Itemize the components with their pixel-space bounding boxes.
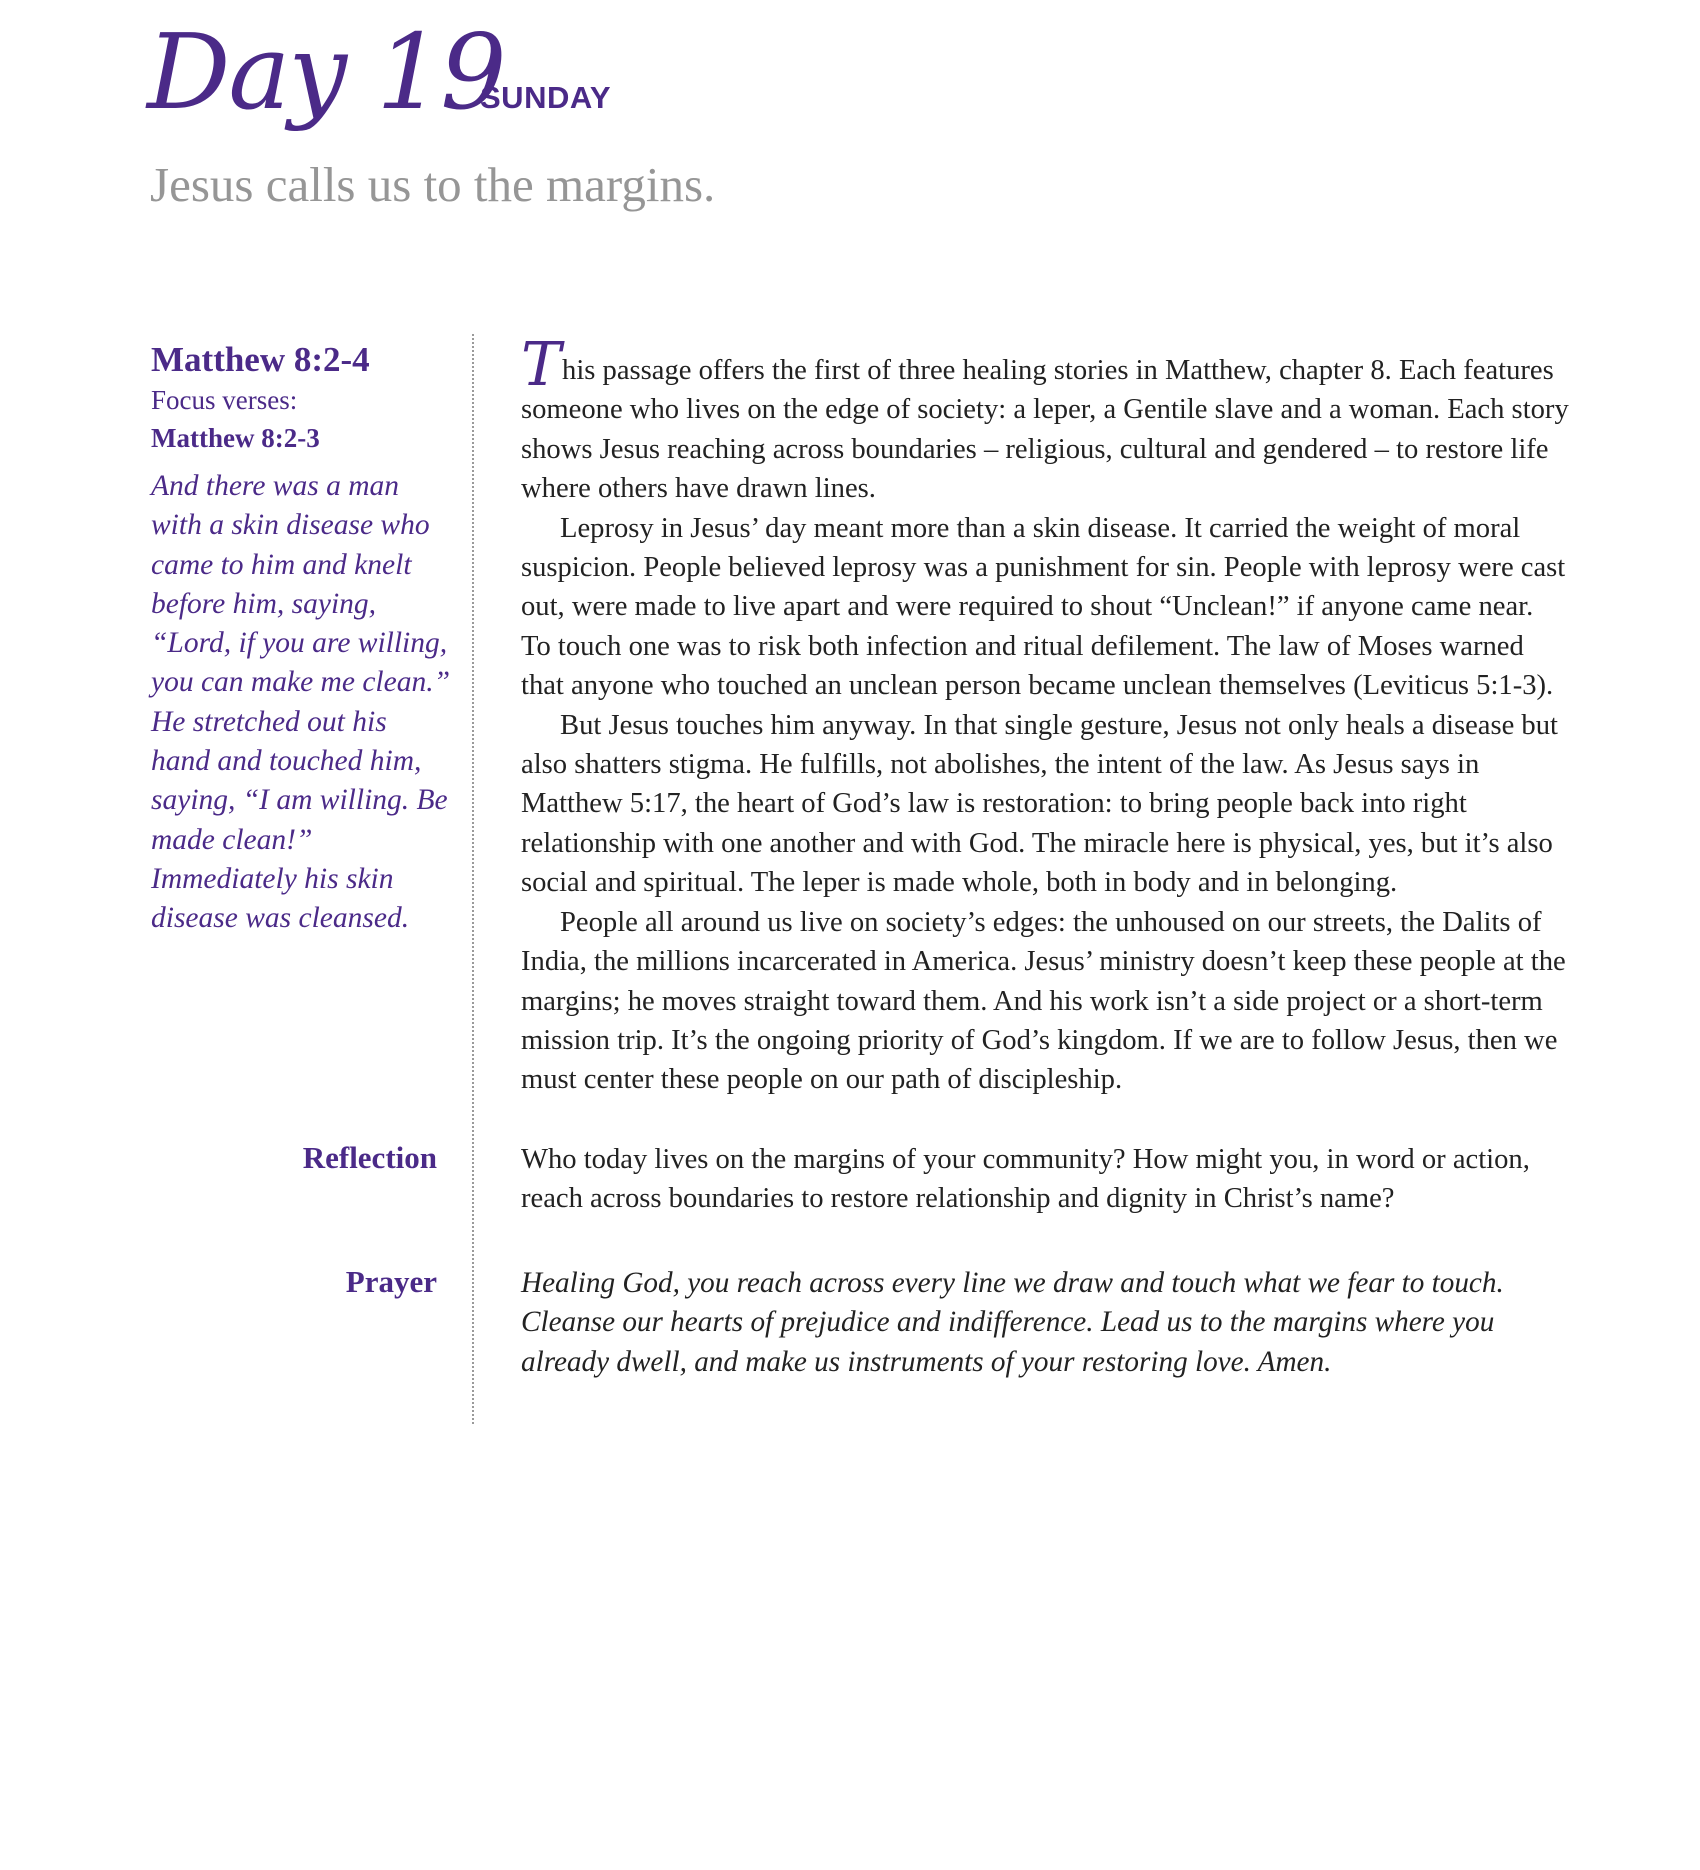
column-divider (472, 334, 474, 1424)
paragraph-1 (521, 330, 1569, 509)
prayer-text: Healing God, you reach across every line we draw and touch what we fear to touch. Cleanse our hearts of prejudice and indifference. Lead us to the margins where you already dwell, and make us instruments of your restoring love. Amen. (521, 1267, 1504, 1378)
paragraph-4: People all around us live on society’s edges: the unhoused on our streets, the Dalits of India, the millions incarcerated in America. Jesus’ ministry doesn’t keep these people at the margins; he moves straight toward them. And his work isn’t a side project or a short-term mission trip. It’s the ongoing priority of God’s kingdom. If we are to follow Jesus, then we must center these people on our path of discipleship. (521, 906, 1566, 1096)
scripture-reference: Matthew 8:2-4 (151, 340, 370, 379)
focus-verses-label: Focus verses: (151, 385, 298, 415)
paragraph-2: Leprosy in Jesus’ day meant more than a skin disease. It carried the weight of moral suspicion. People believed leprosy was a punishment for sin. People with leprosy were cast out, were made to live apart and were required to shout “Unclean!” if anyone came near. To touch one was to risk both infection and ritual defilement. The law of Moses warned that anyone who touched an unclean person became unclean themselves (Leviticus 5:1-3). (521, 512, 1566, 702)
paragraph-3: But Jesus touches him anyway. In that single gesture, Jesus not only heals a disease but also shatters stigma. He fulfills, not abolishes, the intent of the law. As Jesus says in Matthew 5:17, the heart of God’s law is restoration: to bring people back into right relationship with one another and with God. The miracle here is physical, yes, but it’s also social and spiritual. The leper is made whole, both in body and in belonging. (521, 709, 1558, 899)
devotional-body (521, 330, 1569, 1100)
page-subtitle: Jesus calls us to the margins. (150, 157, 716, 212)
drop-cap: T (521, 330, 562, 400)
reflection-text: Who today lives on the margins of your community? How might you, in word or action, reach across boundaries to restore relationship and dignity in Christ’s name? (521, 1144, 1530, 1215)
reflection-label: Reflection (302, 1140, 437, 1175)
day-title: Day 19 (147, 11, 505, 133)
scripture-sidebar (151, 338, 451, 939)
paragraph-1-text: his passage offers the first of three healing stories in Matthew, chapter 8. Each features someone who lives on the edge of society: a leper, a Gentile slave and a woman. Each story shows Jesus reaching across boundaries – religious, cultural and gendered – to restore life where others have drawn lines. (521, 355, 1569, 505)
prayer-label: Prayer (345, 1264, 437, 1299)
focus-verses-reference: Matthew 8:2-3 (151, 423, 320, 453)
verse-text: And there was a man with a skin disease who came to him and knelt before him, saying, “Lord, if you are willing, you can make me clean.” He stretched out his hand and touched him, saying, “I am willing. Be made clean!” Immediately his skin disease was cleansed. (151, 470, 450, 935)
day-name: SUNDAY (480, 80, 612, 115)
